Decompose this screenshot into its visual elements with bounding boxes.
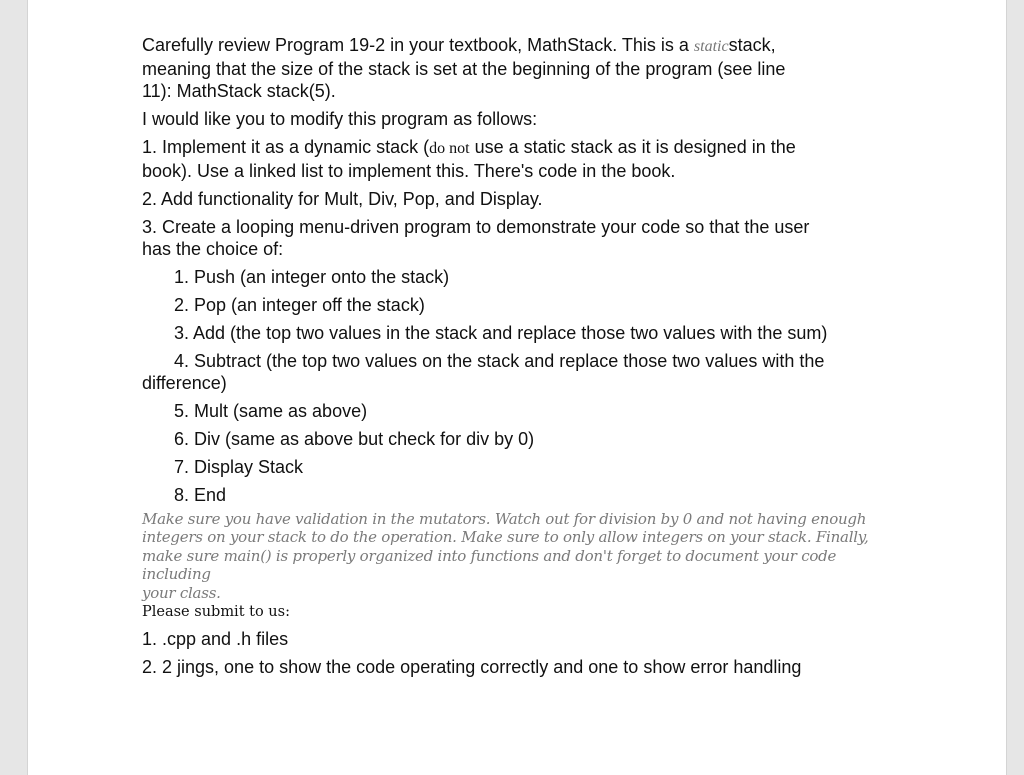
instruction-item-3	[142, 216, 902, 260]
intro-paragraph	[142, 34, 902, 102]
menu-item-pop: 2. Pop (an integer off the stack)	[174, 295, 425, 315]
note-line-3: make sure main() is properly organized into functions and don't forget to document your code including	[142, 546, 837, 584]
item1-text-before: 1. Implement it as a dynamic stack (	[142, 137, 430, 157]
menu-item-mult: 5. Mult (same as above)	[174, 401, 368, 421]
submit-item-jings: 2. 2 jings, one to show the code operating correctly and one to show error handling	[142, 657, 802, 678]
instruction-item-2: 2. Add functionality for Mult, Div, Pop, and Display.	[142, 189, 543, 209]
menu-subtract-line-1: 4. Subtract (the top two values on the stack and replace those two values with the	[174, 351, 825, 371]
item3-line-1: 3. Create a looping menu-driven program to demonstrate your code so that the user	[142, 217, 810, 237]
item1-text-after: use a static stack as it is designed in the	[469, 137, 796, 157]
item1-do-not: do not	[429, 140, 470, 157]
instruction-item-1	[142, 136, 902, 182]
menu-item-push: 1. Push (an integer onto the stack)	[174, 267, 450, 287]
menu-subtract-line-2: difference)	[142, 373, 227, 393]
item3-line-2: has the choice of:	[142, 239, 284, 259]
submit-intro: Please submit to us:	[142, 604, 290, 621]
intro-text-before: Carefully review Program 19-2 in your textbook, MathStack. This is a	[142, 35, 694, 55]
validation-note	[142, 510, 902, 602]
menu-item-subtract	[142, 350, 902, 394]
note-line-2: integers on your stack to do the operation. Make sure to only allow integers on your stack. Finally,	[142, 528, 869, 547]
modify-intro: I would like you to modify this program as follows:	[142, 109, 538, 129]
note-line-1: Make sure you have validation in the mutators. Watch out for division by 0 and not having enough	[142, 510, 867, 528]
menu-item-div: 6. Div (same as above but check for div by 0)	[174, 429, 535, 449]
document-page	[27, 0, 1007, 775]
intro-line-3: 11): MathStack stack(5).	[142, 81, 336, 101]
note-line-4: your class.	[142, 583, 221, 602]
submit-item-files: 1. .cpp and .h files	[142, 629, 289, 650]
intro-text-after: stack,	[728, 35, 776, 55]
menu-item-display-stack: 7. Display Stack	[174, 457, 304, 477]
document-body	[142, 34, 902, 684]
item1-line-2: book). Use a linked list to implement this. There's code in the book.	[142, 161, 676, 181]
intro-line-2: meaning that the size of the stack is set at the beginning of the program (see line	[142, 59, 786, 79]
intro-emphasis-static: static	[693, 38, 729, 55]
menu-item-end: 8. End	[174, 485, 227, 505]
menu-item-add: 3. Add (the top two values in the stack and replace those two values with the sum)	[174, 323, 828, 343]
